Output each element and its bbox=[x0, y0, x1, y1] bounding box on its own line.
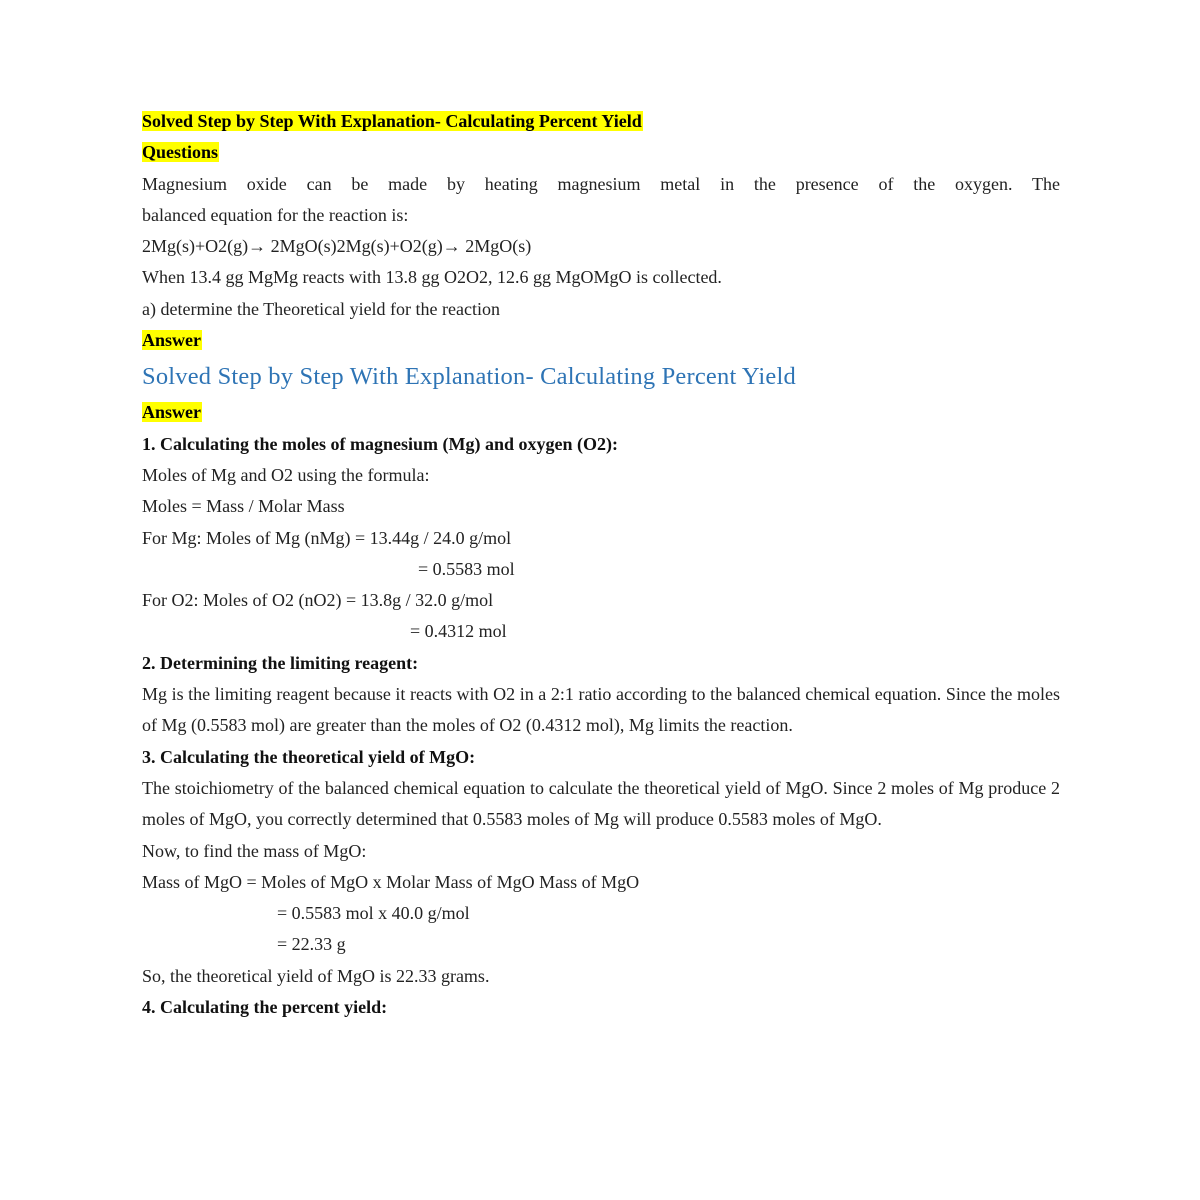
reaction-equation: 2Mg(s)+O2(g)→ 2MgO(s)2Mg(s)+O2(g)→ 2MgO(s) bbox=[142, 236, 532, 257]
answer-line-2 bbox=[142, 397, 1060, 428]
o2-moles-result: = 0.4312 mol bbox=[410, 621, 507, 642]
part-a-question: a) determine the Theoretical yield for the reaction bbox=[142, 298, 500, 319]
formula-line: Moles = Mass / Molar Mass bbox=[142, 496, 345, 517]
mass-result: = 22.33 g bbox=[277, 934, 346, 955]
mass-calc: = 0.5583 mol x 40.0 g/mol bbox=[277, 903, 470, 924]
given-data: When 13.4 gg MgMg reacts with 13.8 gg O2O2, 12.6 gg MgOMgO is collected. bbox=[142, 267, 722, 288]
step-2-heading: 2. Determining the limiting reagent: bbox=[142, 652, 419, 673]
step-2-paragraph: Mg is the limiting reagent because it reacts with O2 in a 2:1 ratio according to the balanced chemical equation. Since the moles of Mg (0.5583 mol) are greater than the moles of O2 (0.4312 mol), Mg limits the reaction. bbox=[142, 684, 1060, 736]
answer-label: Answer bbox=[142, 402, 201, 423]
title-highlight: Solved Step by Step With Explanation- Calculating Percent Yield bbox=[142, 111, 642, 131]
theoretical-yield-conclusion: So, the theoretical yield of MgO is 22.33 grams. bbox=[142, 965, 490, 986]
answer-line-1 bbox=[142, 325, 1060, 356]
step-1-heading: 1. Calculating the moles of magnesium (Mg) and oxygen (O2): bbox=[142, 433, 618, 454]
document-page bbox=[142, 106, 1060, 1023]
mass-intro: Now, to find the mass of MgO: bbox=[142, 840, 367, 861]
step-3-heading: 3. Calculating the theoretical yield of MgO: bbox=[142, 746, 476, 767]
step-1-line: Moles of Mg and O2 using the formula: bbox=[142, 464, 430, 485]
answer-label: Answer bbox=[142, 330, 201, 351]
question-text-line-2: balanced equation for the reaction is: bbox=[142, 204, 409, 225]
step-4-heading: 4. Calculating the percent yield: bbox=[142, 997, 388, 1018]
step-3-paragraph: The stoichiometry of the balanced chemical equation to calculate the theoretical yield of MgO. Since 2 moles of Mg produce 2 moles of MgO, you correctly determined that 0.5583 moles of Mg will produce 0.5583 moles of MgO. bbox=[142, 777, 1060, 830]
mg-moles-result: = 0.5583 mol bbox=[418, 558, 515, 579]
title-line bbox=[142, 106, 1060, 137]
section-heading: Solved Step by Step With Explanation- Calculating Percent Yield bbox=[142, 363, 796, 391]
o2-moles-calc: For O2: Moles of O2 (nO2) = 13.8g / 32.0 g/mol bbox=[142, 590, 494, 611]
question-text-line-1: Magnesium oxide can be made by heating magnesium metal in the presence of the oxygen. The bbox=[142, 173, 1060, 194]
mg-moles-calc: For Mg: Moles of Mg (nMg) = 13.44g / 24.0 g/mol bbox=[142, 527, 512, 548]
questions-line bbox=[142, 137, 1060, 168]
questions-label: Questions bbox=[142, 142, 219, 163]
mass-formula: Mass of MgO = Moles of MgO x Molar Mass of MgO Mass of MgO bbox=[142, 871, 640, 892]
